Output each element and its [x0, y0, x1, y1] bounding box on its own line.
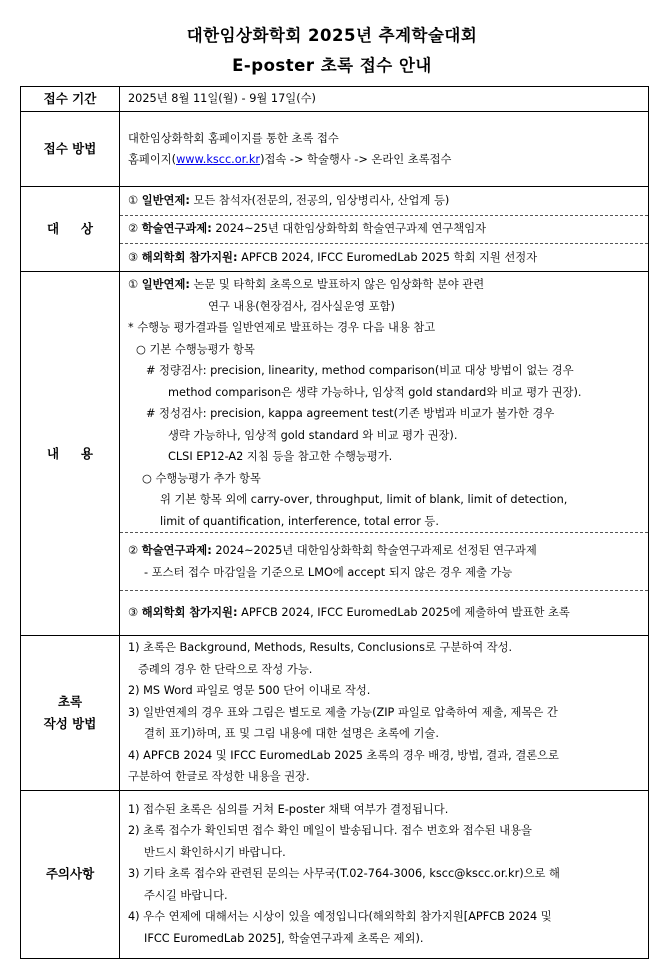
page-subtitle: E-poster 초록 접수 안내	[232, 56, 432, 75]
content-overseas: ③ 해외학회 참가지원: APFCB 2024, IFCC EuromedLab 2025에 제출하여 발표한 초록	[120, 591, 648, 635]
content-general: ① 일반연제: 논문 및 타학회 초록으로 발표하지 않은 임상화학 분야 관련 연구 내용(현장검사, 검사실운영 포함) * 수행능 평가결과를 일반연제로 발표하는 경우 다음 내용 참고 ○ 기본 수행능평가 항목 # 정량검사: precision, linearity, method comparison(비교 대상 방법이 없는 경우 method comparison은 생략 가능하나, 임상적 gold standard와 비교 평가 권장). # 정성검사: precision, kappa agreement test(기존 방법과 비교가 불가한 경우 생략 가능하나, 임상적 gold standard 와 비교 평가 권장). CLSI EP12-A2 지침 등을 참고한 수행능평가. ○ 수행능평가 추가 항목 위 기본 항목 외에 carry-over, throughput, limit of blank, limit of detection, limit of quantification, interference, total error 등.	[128, 278, 582, 528]
notice-value: 1) 접수된 초록은 심의를 거쳐 E-poster 채택 여부가 결정됩니다. 2) 초록 접수가 확인되면 접수 확인 메일이 발송됩니다. 접수 번호와 접수된 내용을 반드시 확인하시기 바랍니다. 3) 기타 초록 접수와 관련된 문의는 사무국(T.02-764-3006, kscc@kscc.or.kr)으로 해 주시길 바랍니다. 4) 우수 연제에 대해서는 시상이 있을 예정입니다(해외학회 참가지원[APFCB 2024 및 IFCC EuromedLab 2025], 학술연구과제 초록은 제외).	[120, 790, 649, 958]
row-content	[21, 272, 649, 636]
method-line-1: 대한임상화학회 홈페이지를 통한 초록 접수	[128, 131, 339, 145]
row-writing	[21, 635, 649, 790]
content-label: 내 용	[21, 272, 120, 636]
method-value	[120, 112, 649, 187]
method-label: 접수 방법	[21, 112, 120, 187]
period-label: 접수 기간	[21, 87, 120, 112]
info-table	[20, 86, 649, 959]
target-value	[120, 187, 649, 272]
target-item-3: ③ 해외학회 참가지원: APFCB 2024, IFCC EuromedLab 2025 학회 지원 선정자	[120, 243, 648, 271]
writing-value: 1) 초록은 Background, Methods, Results, Conclusions로 구분하여 작성. 증례의 경우 한 단락으로 작성 가능. 2) MS Word 파일로 영문 500 단어 이내로 작성. 3) 일반연제의 경우 표와 그림은 별도로 제출 가능(ZIP 파일로 압축하여 제출, 제목은 간 결히 표기)하며, 표 및 그림 내용에 대한 설명은 초록에 기술. 4) APFCB 2024 및 IFCC EuromedLab 2025 초록의 경우 배경, 방법, 결과, 결론으로 구분하여 한글로 작성한 내용을 권장.	[120, 635, 649, 790]
target-item-2: ② 학술연구과제: 2024~25년 대한임상화학회 학술연구과제 연구책임자	[120, 215, 648, 243]
period-value: 2025년 8월 11일(월) - 9월 17일(수)	[120, 87, 649, 112]
content-value	[120, 272, 649, 636]
writing-label: 초록 작성 방법	[21, 635, 120, 790]
method-line-2: 홈페이지(www.kscc.or.kr)접속 -> 학술행사 -> 온라인 초록접수	[128, 153, 452, 166]
target-item-1: ① 일반연제: 모든 참석자(전문의, 전공의, 임상병리사, 산업계 등)	[128, 194, 450, 207]
row-period	[21, 87, 649, 112]
homepage-link[interactable]: www.kscc.or.kr	[176, 153, 261, 166]
target-label: 대 상	[21, 187, 120, 272]
row-method	[21, 112, 649, 187]
row-notice	[21, 790, 649, 958]
row-target	[21, 187, 649, 272]
page-title: 대한임상화학회 2025년 추계학술대회	[186, 26, 478, 45]
notice-label: 주의사항	[21, 790, 120, 958]
content-research: ② 학술연구과제: 2024~2025년 대한임상화학회 학술연구과제로 선정된 연구과제 - 포스터 접수 마감일을 기준으로 LMO에 accept 되지 않은 경우 제출 가능	[120, 533, 648, 591]
